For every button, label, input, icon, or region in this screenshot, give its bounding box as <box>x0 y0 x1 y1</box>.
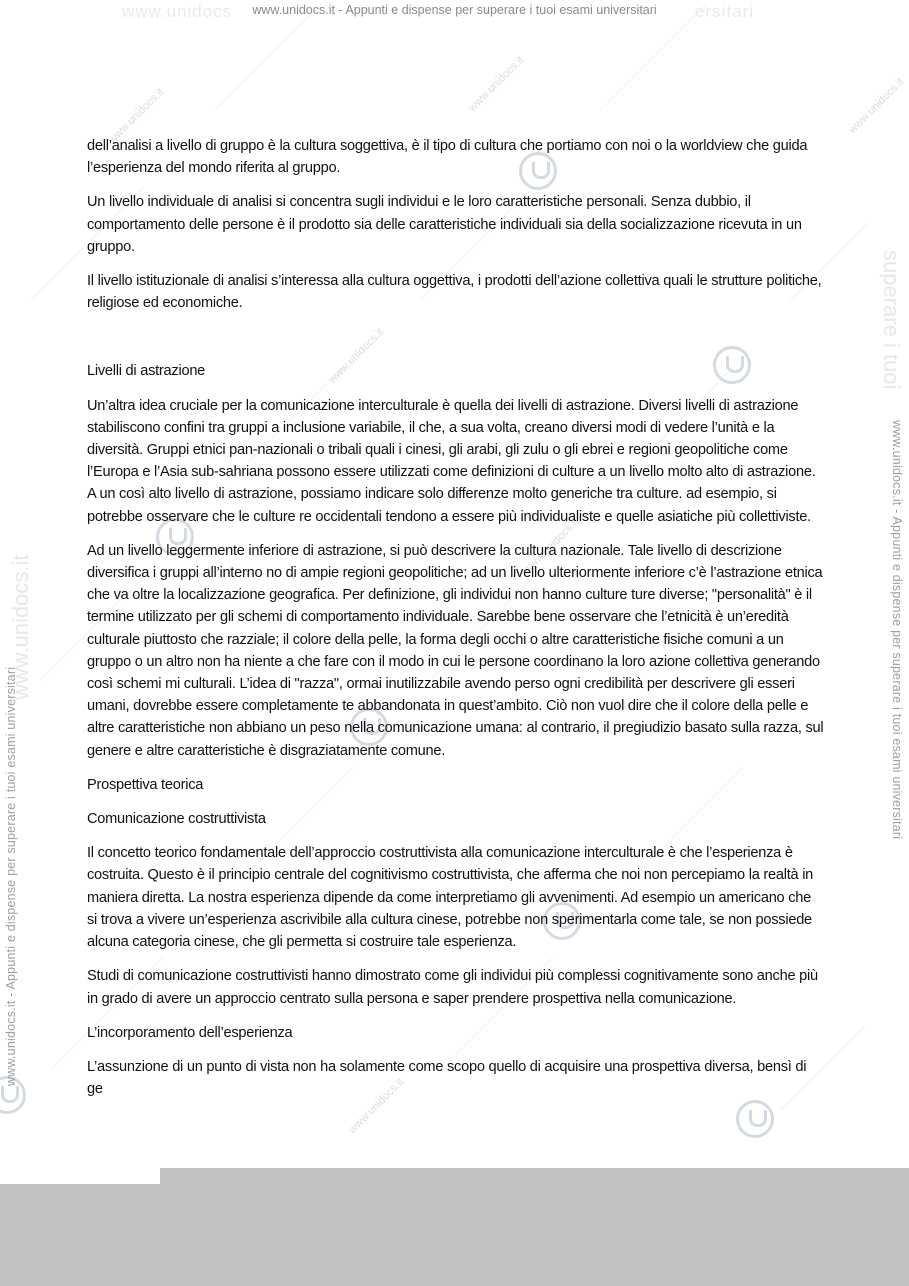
watermark-text: www.unidocs.it <box>346 1076 407 1136</box>
paragraph: Un livello individuale di analisi si concentra sugli individui e le loro caratteristiche personali. Senza dubbio, il comportamento delle persone è il prodotto sia delle caratteristiche individuali sia della socializzazione ricevuta in un gruppo. <box>87 194 802 255</box>
side-ghost-text-right: superare i tuoi <box>879 250 904 390</box>
watermark-text: www.unidocs.it <box>521 516 582 576</box>
paragraph: Il concetto teorico fondamentale dell’approccio costruttivista alla comunicazione interculturale è che l’esperienza è costruita. Questo è il principio centrale del cognitivismo costruttivista, che afferma che noi non percepiamo la realtà in maniera diretta. La nostra esperienza dipende da come interpretiamo gli avvenimenti. Ad esempio un americano che si trova a vivere un’esperienza ascrivibile alla cultura cinese, potrebbe non sperimentarla come tale, se non possiede alcuna categoria cinese, che gli permetta si costruire tale esperienza. <box>87 845 814 951</box>
preview-mask <box>160 1168 909 1184</box>
watermark-text: www.unidocs.it <box>846 76 907 136</box>
page-header: www.unidocs.it - Appunti e dispense per superare i tuoi esami universitari <box>252 3 657 17</box>
preview-mask <box>0 1184 909 1286</box>
side-watermark-right: www.unidocs.it - Appunti e dispense per superare i tuoi esami universitari <box>890 420 904 840</box>
paragraph: dell’analisi a livello di gruppo è la cultura soggettiva, è il tipo di cultura che portiamo con noi o la worldview che guida l’esperienza del mondo riferita al gruppo. <box>87 138 808 177</box>
header-ghost-text: www.unidocs <box>122 2 233 21</box>
header-ghost-text: ersitari <box>695 2 755 21</box>
side-ghost-text-left: www.unidocs.it <box>8 554 33 700</box>
side-watermark-left: www.unidocs.it - Appunti e dispense per superare i tuoi esami universitari <box>4 666 18 1086</box>
paragraph: L’assunzione di un punto di vista non ha solamente come scopo quello di acquisire una prospettiva diversa, bensì di ge <box>87 1058 807 1098</box>
watermark-text: www.unidocs.it <box>466 54 527 114</box>
paragraph: Studi di comunicazione costruttivisti hanno dimostrato come gli individui più complessi cognitivamente sono anche più in grado di avere un approccio centrato sulla persona e saper prendere prospettiva nella comunicazione. <box>87 968 818 1007</box>
paragraph: Un’altra idea cruciale per la comunicazione interculturale è quella dei livelli di astrazione. Diversi livelli di astrazione stabiliscono confini tra gruppi a inclusione variabile, il che, a sua volta, creano diversi modi di vedere l’unità e la diversità. Gruppi etnici pan-nazionali o tribali quali i cinesi, gli arabi, gli zulu o gli ebrei e regioni geopolitiche come l’Europa e l’Asia sub-sahriana possono essere utilizzati come definizioni di culture a un livello molto alto di astrazione. A un così alto livello di astrazione, possiamo indicare solo differenze molto generiche tra culture. ad esempio, si potrebbe osservare che le culture re occidentali tendono a essere più individualiste e quelle asiatiche più collettiviste. <box>87 397 816 525</box>
watermark-text: www.unidocs.it <box>106 86 167 146</box>
section-heading: Comunicazione costruttivista <box>87 811 266 828</box>
paragraph: Il livello istituzionale di analisi s’interessa alla cultura oggettiva, i prodotti dell’azione collettiva quali le strutture politiche, religiose ed economiche. <box>87 273 822 312</box>
document-body <box>87 135 824 1112</box>
watermark-line <box>600 4 707 111</box>
section-heading: Prospettiva teorica <box>87 776 204 793</box>
section-heading: Livelli di astrazione <box>87 363 206 380</box>
watermark-text: www.unidocs.it <box>326 326 387 386</box>
section-heading: L’incorporamento dell’esperienza <box>87 1024 293 1041</box>
paragraph: Ad un livello leggermente inferiore di astrazione, si può descrivere la cultura nazionale. Tale livello di descrizione diversifica i gruppi all’interno no di ampie regioni geopolitiche; ad un livello ulteriormente inferiore c’è l’astrazione etnica che va oltre la localizzazione geografica. Per definizione, gli individui non hanno culture ture diverse; "personalità" è il termine utilizzato per gli schemi di comportamento individuale. Sarebbe bene osservare che l’etnicità è un’eredità culturale piuttosto che razziale; il colore della pelle, la forma degli occhi o altre caratteristiche fisiche comuni a un gruppo o un altro non ha niente a che fare con il modo in cui le persone coordinano la loro azione collettiva generando così schemi mi culturali. L’idea di "razza", ormai inutilizzabile avendo perso ogni credibilità per descrivere gli esseri umani, dovrebbe essere completamente te abbandonata in quest’ambito. Ciò non vuol dire che il colore della pelle e altre caratteristiche non abbiano un peso nella comunicazione umana: al contrario, il pregiudizio basato sulla razza, sul genere e altre caratteristiche è disgraziatamente comune. <box>87 542 824 759</box>
